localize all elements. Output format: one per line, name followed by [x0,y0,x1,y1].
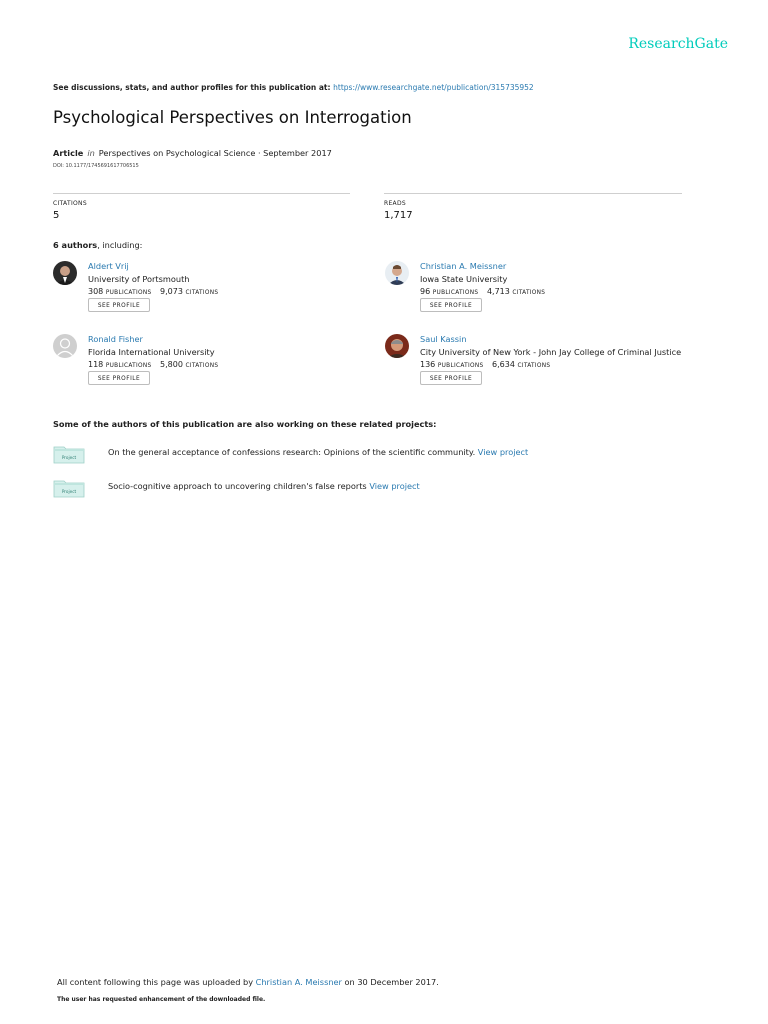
author-card [385,261,725,323]
person-icon [53,334,77,358]
uploader-link[interactable]: Christian A. Meissner [255,977,342,987]
upload-suffix: on 30 December 2017. [341,977,439,987]
project-item [53,441,703,465]
upload-note [57,977,439,987]
avatar-photo-icon [53,261,77,285]
enhancement-note: The user has requested enhancement of the downloaded file. [57,996,266,1003]
publication-url-link[interactable]: https://www.researchgate.net/publication/315735952 [333,83,534,92]
citations-label: CITATIONS [517,363,551,369]
publication-type: Article [53,148,84,158]
view-project-link[interactable]: View project [369,481,420,491]
author-avatar[interactable] [53,334,77,358]
discussion-line [53,83,534,92]
publications-label: PUBLICATIONS [432,290,479,296]
author-institution: Florida International University [88,347,215,357]
avatar-photo-icon [385,261,409,285]
author-avatar[interactable] [53,261,77,285]
view-project-link[interactable]: View project [477,447,529,457]
divider-citations [53,193,350,194]
citations-count: 5,800 [160,360,183,369]
see-profile-button[interactable]: SEE PROFILE [88,298,150,312]
citations-label: CITATIONS [512,290,546,296]
divider-reads [384,193,682,194]
author-card [53,261,393,323]
author-institution: University of Portsmouth [88,274,190,284]
project-text [108,447,528,457]
author-counts [420,360,550,369]
publications-count: 136 [420,360,436,369]
see-profile-button[interactable]: SEE PROFILE [420,371,482,385]
related-projects-heading: Some of the authors of this publication are also working on these related projects: [53,419,437,429]
author-name-link[interactable]: Saul Kassin [420,334,467,344]
publications-label: PUBLICATIONS [105,363,152,369]
citations-count: 4,713 [486,287,510,296]
author-institution: City University of New York - John Jay College of Criminal Justice [420,347,682,357]
reads-label: READS [384,200,406,207]
author-counts [88,287,218,296]
author-name-link[interactable]: Ronald Fisher [88,334,143,344]
citations-count: 6,634 [492,360,515,369]
publication-doi: DOI: 10.1177/1745691617706515 [53,163,139,169]
publications-label: PUBLICATIONS [105,290,152,296]
folder-icon [53,478,85,498]
publications-count: 308 [88,287,104,296]
citations-label: CITATIONS [53,200,87,207]
author-counts [88,360,218,369]
publications-count: 118 [88,360,104,369]
author-counts [420,287,545,296]
see-profile-button[interactable]: SEE PROFILE [88,371,150,385]
publications-label: PUBLICATIONS [437,363,484,369]
project-text [108,481,420,491]
project-icon-label: Project [61,489,77,494]
authors-suffix: , including: [97,240,143,250]
author-name-link[interactable]: Christian A. Meissner [420,261,507,271]
project-title: On the general acceptance of confessions research: Opinions of the scientific community. [108,447,476,457]
avatar-photo-icon [385,334,409,358]
upload-prefix: All content following this page was uploaded by [57,977,256,987]
author-institution: Iowa State University [420,274,508,284]
author-card [385,334,725,396]
project-item [53,475,703,499]
citations-value: 5 [53,210,60,221]
publications-count: 96 [420,287,431,296]
author-name-link[interactable]: Aldert Vrij [88,261,129,271]
citations-label: CITATIONS [185,290,219,296]
author-avatar[interactable] [385,261,409,285]
discussion-text: See discussions, stats, and author profiles for this publication at: [53,83,334,92]
see-profile-button[interactable]: SEE PROFILE [420,298,482,312]
author-avatar[interactable] [385,334,409,358]
publication-meta [53,148,332,158]
project-title: Socio-cognitive approach to uncovering children's false reports [108,481,367,491]
authors-heading [53,240,142,250]
folder-icon [53,444,85,464]
author-card [53,334,393,396]
publication-venue: Perspectives on Psychological Science · September 2017 [98,148,332,158]
researchgate-logo[interactable]: ResearchGate [628,36,728,52]
reads-value: 1,717 [384,210,413,221]
project-icon-label: Project [61,455,77,460]
page-title: Psychological Perspectives on Interrogation [53,108,412,127]
authors-count: 6 authors [53,240,98,250]
citations-label: CITATIONS [185,363,219,369]
citations-count: 9,073 [160,287,183,296]
in-word: in [87,148,95,158]
